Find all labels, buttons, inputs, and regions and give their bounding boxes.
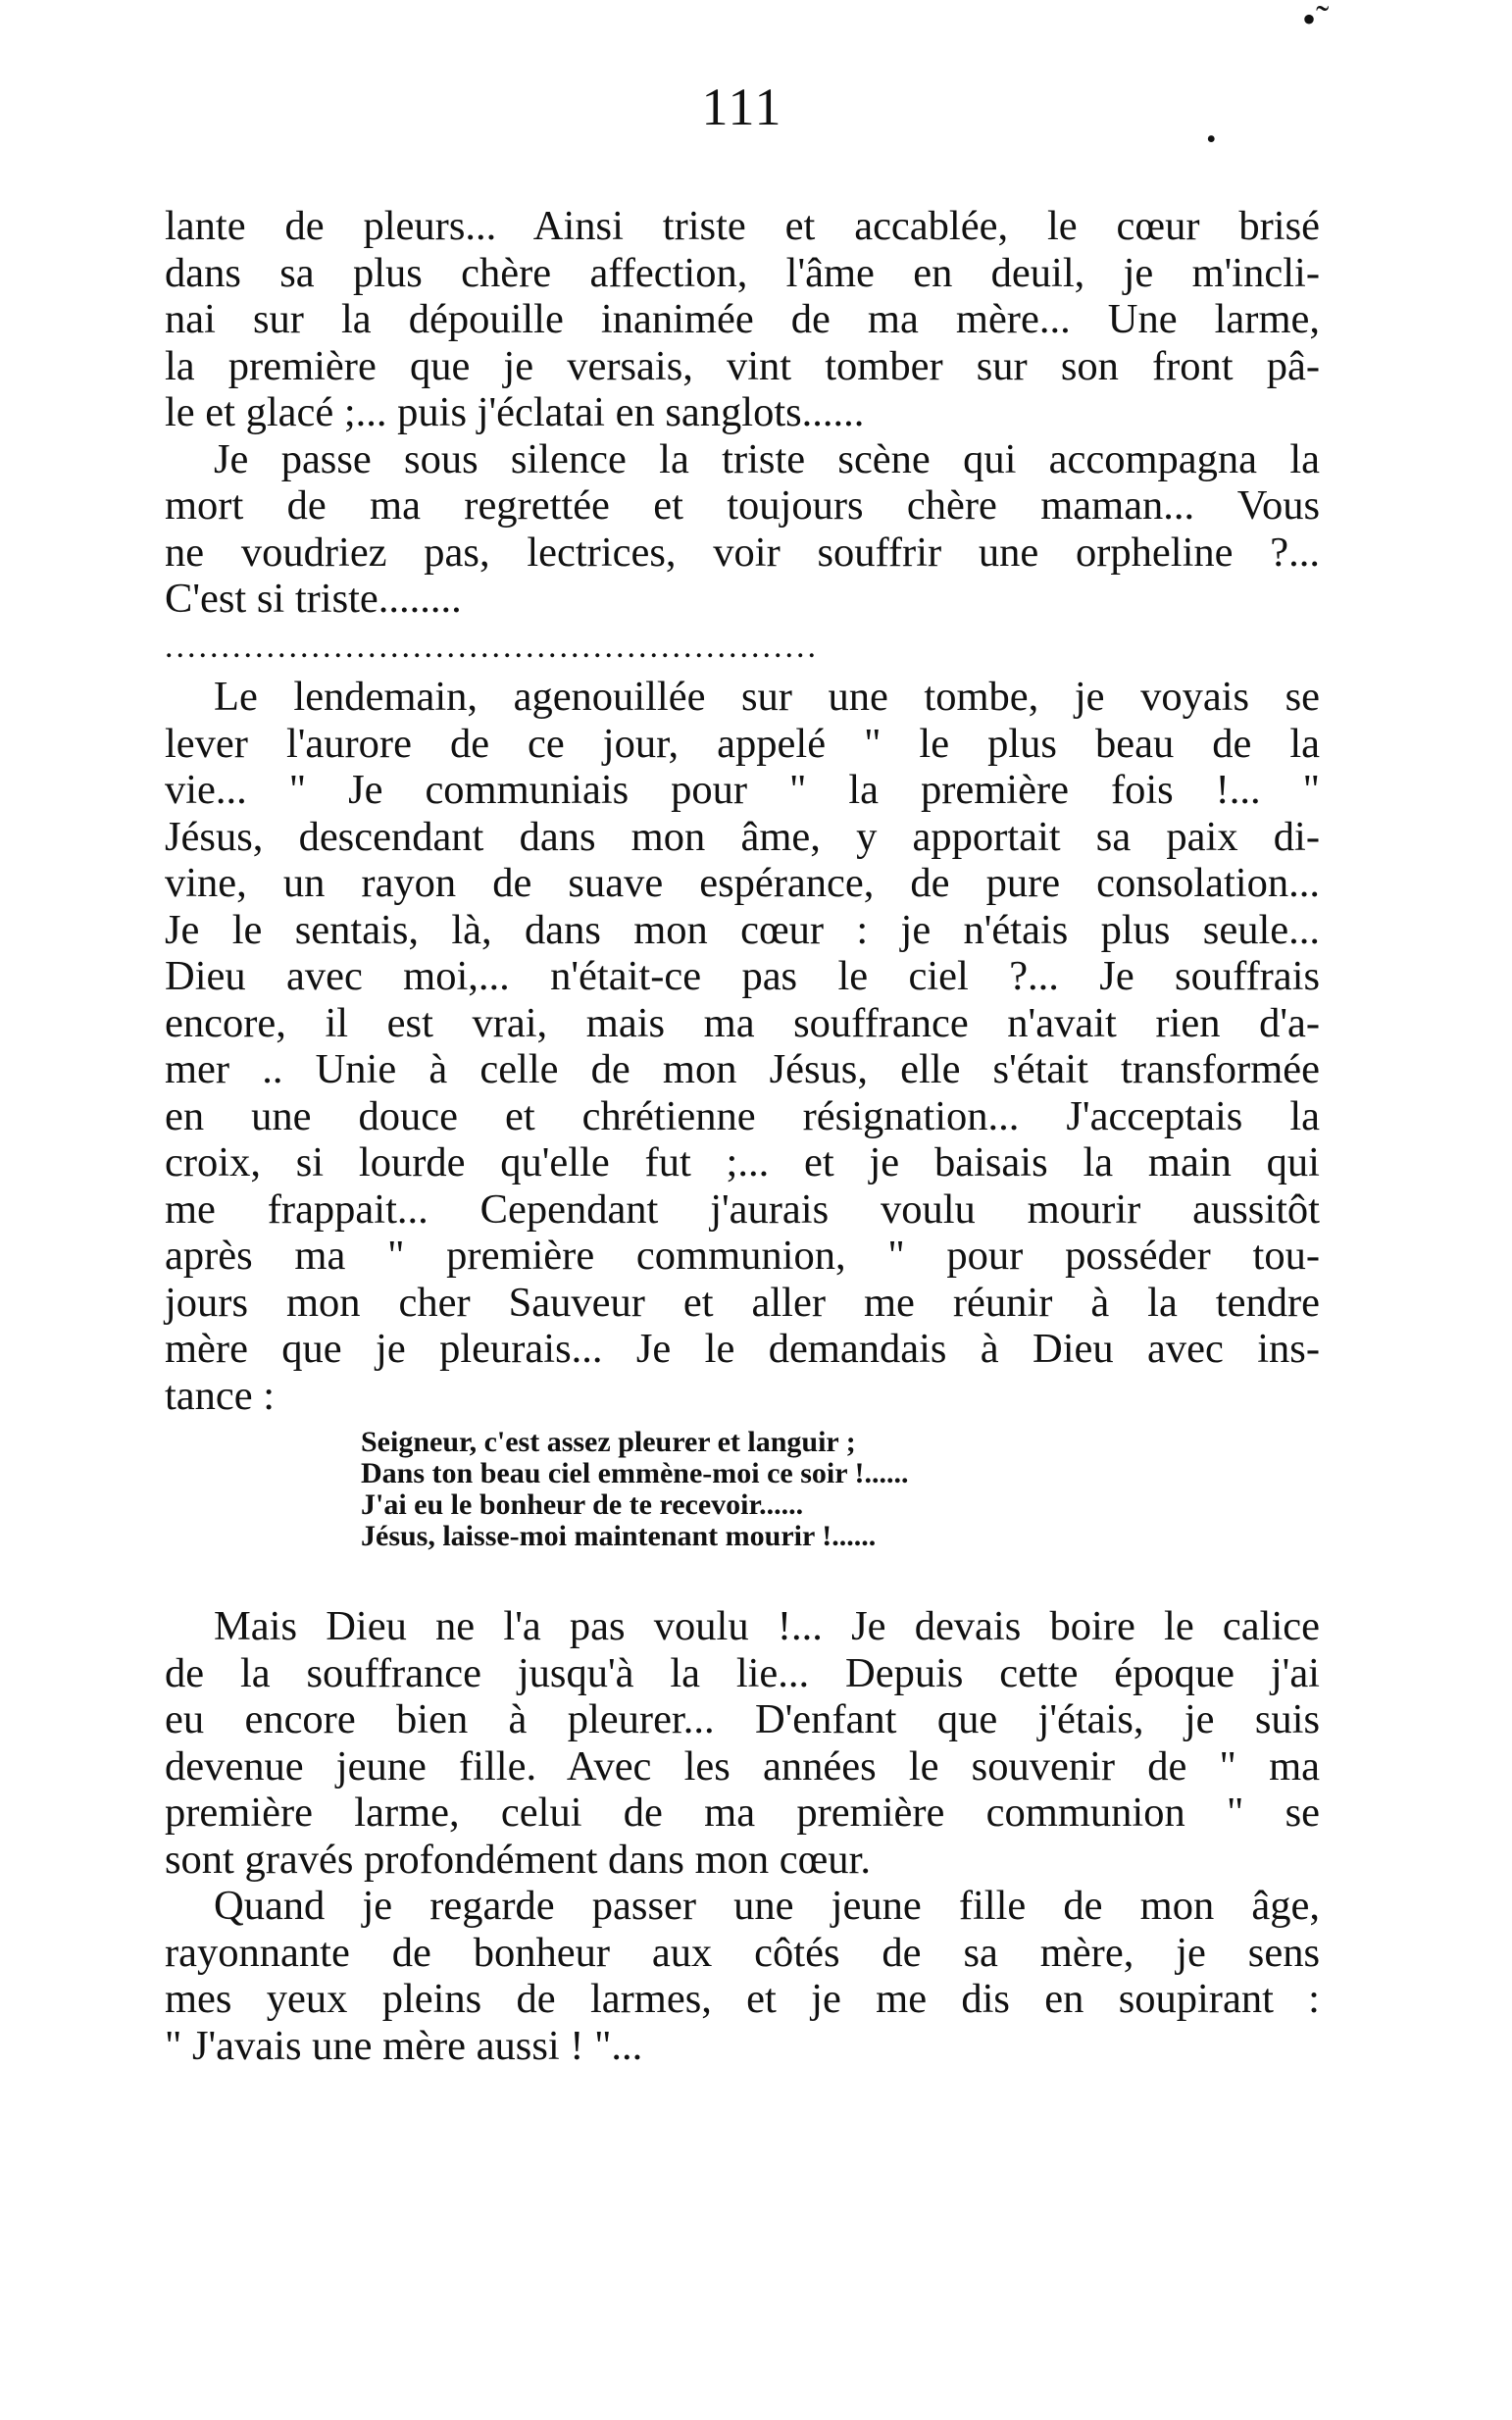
- paragraph-2: [165, 674, 1320, 1419]
- text-line: croix, si lourde qu'elle fut ;... et je baisais la main qui: [165, 1139, 1320, 1185]
- text-line: Je passe sous silence la triste scène qui accompagna la: [214, 435, 1320, 482]
- text-line: ne voudriez pas, lectrices, voir souffrir une orpheline ?...: [165, 529, 1320, 576]
- text-line: Quand je regarde passer une jeune fille de mon âge,: [214, 1883, 1320, 1929]
- text-line: Jésus, descendant dans mon âme, y apportait sa paix di-: [165, 813, 1320, 860]
- text-line: lever l'aurore de ce jour, appelé " le plus beau de la: [165, 720, 1320, 767]
- text-line: après ma " première communion, " pour posséder tou-: [165, 1233, 1320, 1279]
- text-line: Mais Dieu ne l'a pas voulu !... Je devais boire le calice: [214, 1603, 1320, 1649]
- text-line: Dieu avec moi,... n'était-ce pas le ciel ?... Je souffrais: [165, 953, 1320, 999]
- text-line: mer .. Unie à celle de mon Jésus, elle s'était transformée: [165, 1046, 1320, 1092]
- text-line: rayonnante de bonheur aux côtés de sa mère, je sens: [165, 1929, 1320, 1976]
- text-line: Je le sentais, là, dans mon cœur : je n'étais plus seule...: [165, 906, 1320, 953]
- text-line: eu encore bien à pleurer... D'enfant que j'étais, je suis: [165, 1696, 1320, 1742]
- poem-verse: Dans ton beau ciel emmène-moi ce soir !......: [361, 1457, 909, 1489]
- poem-quote: [361, 1427, 909, 1552]
- text-line: devenue jeune fille. Avec les années le souvenir de " ma: [165, 1742, 1320, 1790]
- text-line: la première que je versais, vint tomber sur son front pâ-: [165, 342, 1320, 389]
- text-line: vine, un rayon de suave espérance, de pure consolation...: [165, 860, 1320, 906]
- text-line: en une douce et chrétienne résignation... J'acceptais la: [165, 1092, 1320, 1139]
- header-dot: .: [1204, 90, 1219, 154]
- text-line: " J'avais une mère aussi ! "...: [165, 2022, 643, 2069]
- text-line: le et glacé ;... puis j'éclatai en sanglots......: [165, 389, 865, 435]
- paragraph-3: [165, 1603, 1320, 2069]
- poem-verse: Seigneur, c'est assez pleurer et languir ;: [361, 1426, 856, 1458]
- paragraph-1: [165, 203, 1320, 623]
- corner-mark: •˜: [1302, 0, 1330, 41]
- text-line: sont gravés profondément dans mon cœur.: [165, 1836, 871, 1883]
- text-line: vie... " Je communiais pour " la première fois !... ": [165, 767, 1320, 813]
- text-line: dans sa plus chère affection, l'âme en deuil, je m'incli-: [165, 249, 1320, 296]
- text-line: me frappait... Cependant j'aurais voulu mourir aussitôt: [165, 1185, 1320, 1233]
- text-line: mère que je pleurais... Je le demandais à Dieu avec ins-: [165, 1326, 1320, 1372]
- text-line: C'est si triste........: [165, 576, 462, 622]
- text-line: de la souffrance jusqu'à la lie... Depuis cette époque j'ai: [165, 1649, 1320, 1696]
- poem-verse: Jésus, laisse-moi maintenant mourir !......: [361, 1520, 877, 1552]
- dotted-separator: ..........................................................: [165, 629, 819, 665]
- text-line: tance :: [165, 1372, 276, 1419]
- text-line: nai sur la dépouille inanimée de ma mère... Une larme,: [165, 296, 1320, 342]
- text-line: lante de pleurs... Ainsi triste et accablée, le cœur brisé: [165, 203, 1320, 249]
- text-line: jours mon cher Sauveur et aller me réunir à la tendre: [165, 1279, 1320, 1326]
- poem-verse: J'ai eu le bonheur de te recevoir......: [361, 1488, 804, 1521]
- text-line: mes yeux pleins de larmes, et je me dis en soupirant :: [165, 1976, 1320, 2022]
- page-number: 111: [701, 77, 783, 136]
- text-line: première larme, celui de ma première communion " se: [165, 1790, 1320, 1836]
- text-line: Le lendemain, agenouillée sur une tombe, je voyais se: [214, 674, 1320, 720]
- text-line: encore, il est vrai, mais ma souffrance n'avait rien d'a-: [165, 999, 1320, 1046]
- text-line: mort de ma regrettée et toujours chère maman... Vous: [165, 482, 1320, 529]
